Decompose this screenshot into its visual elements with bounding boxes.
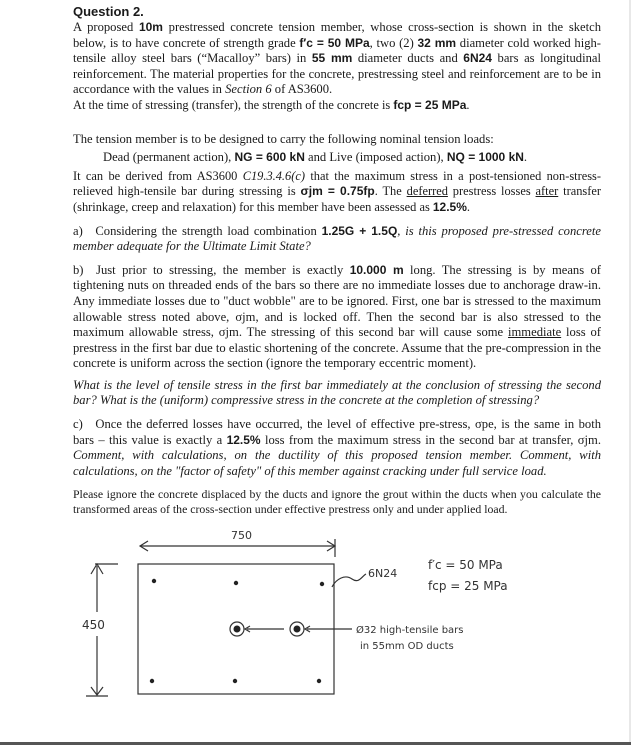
text-segment: At the time of stressing (transfer), the strength of the concrete is — [73, 97, 394, 112]
text-segment: NQ = 1000 kN — [446, 150, 524, 165]
text-segment: 6N24 — [463, 51, 492, 66]
text-segment: and Live (imposed action), — [304, 150, 447, 165]
part-c-paragraph — [73, 417, 601, 479]
question-title: Question 2. — [73, 4, 144, 19]
text-segment: f′c = 50 MPa — [299, 35, 370, 50]
text-segment: long. The stressing is by means of tightening nuts on threaded ends of the bars so there are no immediate losses due to anchorage draw-in. Any immediate losses due to "duct wobble" are to be ignored. First, one bar is stressed to the maximum allowable stress noted above, σjm, and is locked off. Then the second bar is also stressed to the maximum allowable stress, σjm. The stressing of this second bar will cause some — [73, 262, 601, 340]
text-segment: a) Considering the strength load combination — [73, 223, 322, 238]
text-segment: 1.25G + 1.5Q — [321, 223, 398, 238]
text-segment: after — [535, 184, 559, 199]
text-segment: The tension member is to be designed to carry the following nominal tension loads: — [73, 131, 494, 146]
text-segment: Section 6 — [225, 82, 272, 97]
text-segment: deferred — [406, 184, 448, 199]
text-segment: A proposed — [73, 20, 139, 34]
cross-section-sketch — [0, 524, 631, 724]
loads-paragraph — [103, 150, 601, 166]
loads-intro-paragraph — [73, 132, 601, 148]
text-segment: 10m — [138, 20, 163, 34]
bars-label-line2: in 55mm OD ducts — [360, 641, 454, 653]
text-segment: diameter ducts and — [352, 51, 464, 66]
fc-label: f′c = 50 MPa — [428, 558, 503, 573]
text-segment: . The — [374, 184, 407, 199]
text-segment: c) Once the deferred losses have occurred, the level of effective pre-stress, σpe, is the same in both bars – this value is exactly a — [73, 417, 601, 447]
text-segment: fcp = 25 MPa — [393, 97, 467, 112]
rebar-label: 6N24 — [368, 567, 398, 581]
text-segment: What is the level of tensile stress in the first bar immediately at the conclusion of stressing the second bar? What is the (uniform) compressive stress in the concrete at the completion of stressing? — [73, 377, 601, 408]
text-segment: . — [523, 150, 528, 165]
part-b-questions — [73, 378, 601, 409]
stress-limit-paragraph — [73, 169, 601, 216]
text-segment: Comment, with calculations, on the ductility of this proposed tension member. Comment, with calculations, on the "factor of safety" of this member against cracking under full service load. — [73, 448, 601, 478]
text-segment: prestressed concrete tension member, whose cross-section is shown in the sketch below, is to have concrete of strength grade — [73, 20, 601, 50]
transfer-paragraph — [73, 98, 601, 114]
text-segment: . — [466, 199, 471, 214]
text-segment: 55 mm — [311, 51, 353, 66]
height-label: 450 — [82, 618, 105, 633]
text-segment: 10.000 m — [349, 262, 404, 277]
text-segment: NG = 600 kN — [234, 150, 305, 165]
part-a-paragraph — [73, 224, 601, 255]
text-segment: bars as longitudinal reinforcement. The material properties for the concrete, prestressing steel and reinforcement are to be in accordance with the values in — [73, 51, 601, 97]
text-segment: of AS3600. — [271, 82, 333, 97]
part-b-paragraph — [73, 263, 601, 372]
width-label: 750 — [231, 529, 252, 543]
bars-label-line1: Ø32 high-tensile bars — [356, 625, 464, 637]
text-segment: Dead (permanent action), — [103, 150, 235, 165]
text-segment: transfer (shrinkage, creep and relaxation) for this member have been assessed as — [73, 184, 601, 214]
text-segment: immediate — [508, 325, 562, 340]
text-segment: It can be derived from AS3600 — [73, 168, 243, 183]
text-segment: , two (2) — [369, 35, 418, 50]
text-segment: C19.3.4.6(c) — [242, 168, 305, 183]
text-segment: loss of prestress in the first bar due to elastic shortening of the concrete. Assume that the pre-compression in the concrete is uniform across the section (ignore the temporary eccentric moment). — [73, 325, 601, 371]
text-segment: that the maximum stress in a post-tensioned non-stress-relieved high-tensile bar during stressing is — [73, 168, 601, 199]
text-segment: 32 mm — [417, 35, 457, 50]
text-segment: . — [466, 97, 470, 112]
text-segment: prestress losses — [447, 184, 536, 199]
fcp-label: fcp = 25 MPa — [428, 579, 508, 594]
text-segment: 12.5% — [432, 199, 467, 214]
text-segment: diameter cold worked high-tensile alloy steel bars (“Macalloy” bars) in — [73, 35, 602, 66]
text-segment: loss from the maximum stress in the second bar at transfer, σjm. — [260, 432, 601, 447]
note-paragraph — [73, 487, 601, 516]
text-segment: Please ignore the concrete displaced by the ducts and ignore the grout within the ducts when you calculate the transformed areas of the cross-section under effective prestress only and under applied load. — [73, 487, 601, 516]
text-segment: b) Just prior to stressing, the member is exactly — [73, 262, 350, 277]
rebar-icon — [152, 579, 156, 583]
text-segment: σjm = 0.75fp — [300, 184, 375, 199]
text-segment: , is this proposed pre-stressed concrete member adequate for the Ultimate Limit State? — [73, 223, 601, 254]
intro-paragraph — [73, 20, 601, 98]
text-segment: 12.5% — [226, 432, 261, 447]
